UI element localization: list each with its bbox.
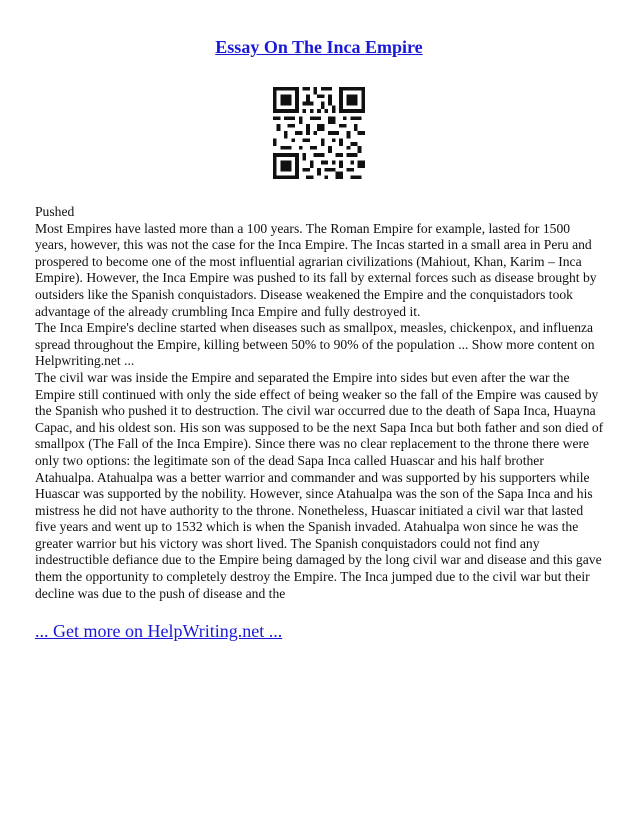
qr-code-icon [273,87,365,179]
paragraph: The civil war was inside the Empire and separated the Empire into sides but even after the war the Empire still continued with only the side effect of being weaker so the fall of the Empire was caused by the Spanish who pushed it to destruction. The civil war occurred due to the death of Sapa Inca, Huayna Capac, and his oldest son. His son was supposed to be the next Sapa Inca but both father and son died of smallpox (The Fall of the Inca Empire). Since there was no clear replacement to the throne there were only two options: the legitimate son of the dead Sapa Inca called Huascar and his half brother Atahualpa. Atahualpa was a better warrior and commander and was supported by his supporters while Huascar was supported by the nobility. However, since Atahualpa was the son of the Sapa Inca and his mistress he did not have authority to the throne. Nonetheless, Huascar initiated a civil war that lasted five years and went up to 1532 which is when the Spanish invaded. Atahualpa won since he was the greater warrior but his victory was short lived. The Spanish conquistadors could not find any indestructible defiance due to the Empire being damaged by the long civil war and disease and this gave them the opportunity to completely destroy the Empire. The Inca jumped due to the civil war but their decline was due to the push of disease and the [35,369,604,601]
essay-body [35,204,605,602]
paragraph: Most Empires have lasted more than a 100 years. The Roman Empire for example, lasted for 1500 years, however, this was not the case for the Inca Empire. The Incas started in a small area in Peru and prospered to become one of the most influential agrarian civilizations (Mahiout, Khan, Karim – Inca Empire). However, the Inca Empire was pushed to its fall by external forces such as disease brought by outsiders like the Spanish conquistadors. Disease weakened the Empire and the conquistadors took advantage of the already crumbling Inca Empire and fully destroyed it. [35,220,597,319]
paragraph: Pushed [35,204,75,219]
get-more-link[interactable]: ... Get more on HelpWriting.net ... [35,621,283,641]
paragraph: The Inca Empire's decline started when diseases such as smallpox, measles, chickenpox, and influenza spread throughout the Empire, killing between 50% to 90% of the population ... Show more content on Helpwriting.net ... [35,320,595,369]
page-title[interactable]: Essay On The Inca Empire [215,37,423,57]
